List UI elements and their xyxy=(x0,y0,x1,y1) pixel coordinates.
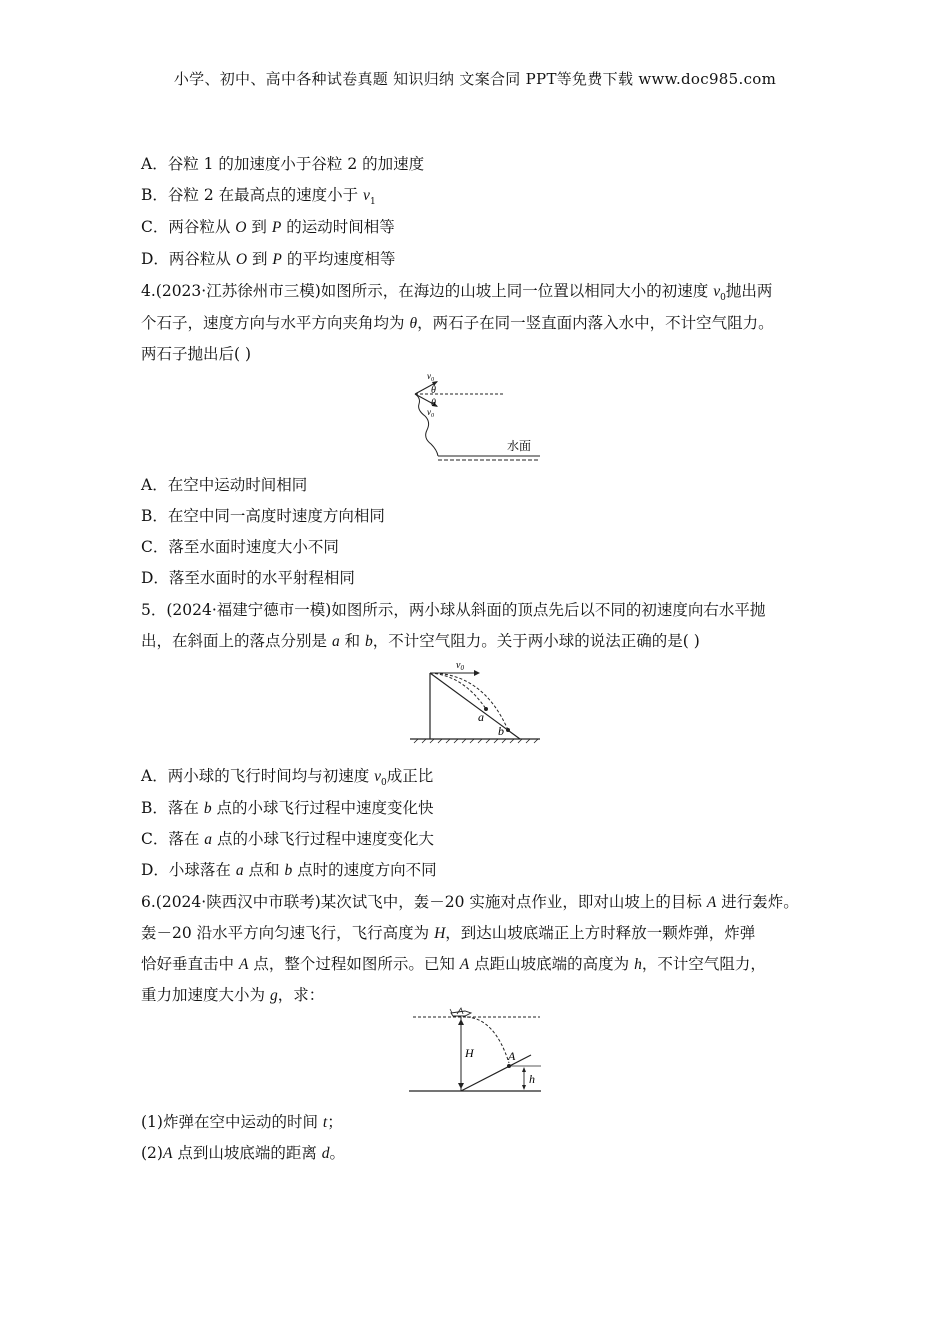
q6-A-label: A xyxy=(508,1049,516,1063)
page-header: 小学、初中、高中各种试卷真题 知识归纳 文案合同 PPT等免费下载 www.doc985.com xyxy=(173,70,777,88)
q5-v0-label: $v_0$ xyxy=(456,660,464,672)
q5-option-a: A．两小球的飞行时间均与初速度 $v_0$成正比 xyxy=(141,767,434,789)
q3-option-c: C．两谷粒从 O 到 P 的运动时间相等 xyxy=(141,218,395,236)
q4-stem-line3: 两石子抛出后( ) xyxy=(141,345,252,363)
q5-stem-line1: 5．(2024·福建宁德市一模)如图所示，两小球从斜面的顶点先后以不同的初速度向右水平抛 xyxy=(141,601,766,619)
q4-water-label: 水面 xyxy=(507,439,532,453)
q6-h-arrow-top xyxy=(522,1067,526,1072)
q6-slope xyxy=(461,1055,531,1091)
q5-option-d: D．小球落在 a 点和 b 点时的速度方向不同 xyxy=(141,861,437,879)
q4-stem-line2: 个石子，速度方向与水平方向夹角均为 θ，两石子在同一竖直面内落入水中，不计空气阻力。 xyxy=(141,314,774,332)
q6-stem-line4: 重力加速度大小为 g，求： xyxy=(141,986,325,1004)
q4-option-d: D．落至水面时的水平射程相同 xyxy=(141,569,355,587)
q5-label-a: a xyxy=(478,710,484,724)
airplane-icon xyxy=(450,1008,471,1016)
q6-stem-line2: 轰－20 沿水平方向匀速飞行，飞行高度为 H，到达山坡底端正上方时释放一颗炸弹，炸弹 xyxy=(141,924,756,942)
q6-H-arrow-top xyxy=(458,1019,464,1025)
q5-point-b xyxy=(506,728,510,732)
q6-stem-line1: 6.(2024·陕西汉中市联考)某次试飞中，轰－20 实施对点作业，即对山坡上的目标 A 进行轰炸。 xyxy=(141,893,799,911)
q5-stem-line2: 出，在斜面上的落点分别是 a 和 b，不计空气阻力。关于两小球的说法正确的是( ) xyxy=(141,632,700,650)
q4-theta-down-label: θ xyxy=(431,398,436,409)
q5-trajectory-a xyxy=(430,673,486,709)
q3-option-b: B．谷粒 2 在最高点的速度小于 $v_1$ xyxy=(141,186,376,208)
q5-v0-arrowhead xyxy=(474,670,480,676)
q4-theta-up-label: θ xyxy=(431,385,436,396)
q6-sub-question-2: (2)A 点到山坡底端的距离 d。 xyxy=(141,1144,346,1162)
q4-option-b: B．在空中同一高度时速度方向相同 xyxy=(141,507,385,525)
q4-stem-line1: 4.(2023·江苏徐州市三模)如图所示，在海边的山坡上同一位置以相同大小的初速度 $v_0$抛出两 xyxy=(141,282,773,304)
q4-option-c: C．落至水面时速度大小不同 xyxy=(141,538,339,556)
q6-figure xyxy=(405,1005,545,1097)
q4-option-a: A．在空中运动时间相同 xyxy=(141,476,308,494)
q6-h-arrow-bottom xyxy=(522,1085,526,1090)
q5-figure xyxy=(408,655,543,747)
q3-option-d: D．两谷粒从 O 到 P 的平均速度相等 xyxy=(141,250,396,268)
q6-sub-question-1: (1)炸弹在空中运动的时间 t； xyxy=(141,1113,343,1131)
q4-v0-up-label: $v_0$ xyxy=(427,371,434,383)
q5-option-b: B．落在 b 点的小球飞行过程中速度变化快 xyxy=(141,799,434,817)
q5-option-c: C．落在 a 点的小球飞行过程中速度变化大 xyxy=(141,830,434,848)
q4-figure xyxy=(405,368,545,464)
q5-point-a xyxy=(484,707,488,711)
q6-H-arrow-bottom xyxy=(458,1083,464,1089)
q6-stem-line3: 恰好垂直击中 A 点，整个过程如图所示。已知 A 点距山坡底端的高度为 h，不计空气阻力， xyxy=(141,955,766,973)
q6-h-label: h xyxy=(529,1072,535,1086)
q5-label-b: b xyxy=(498,724,504,738)
q3-option-a: A．谷粒 1 的加速度小于谷粒 2 的加速度 xyxy=(141,155,425,173)
q6-H-label: H xyxy=(465,1046,474,1060)
q4-v0-down-label: $v_0$ xyxy=(427,407,434,419)
